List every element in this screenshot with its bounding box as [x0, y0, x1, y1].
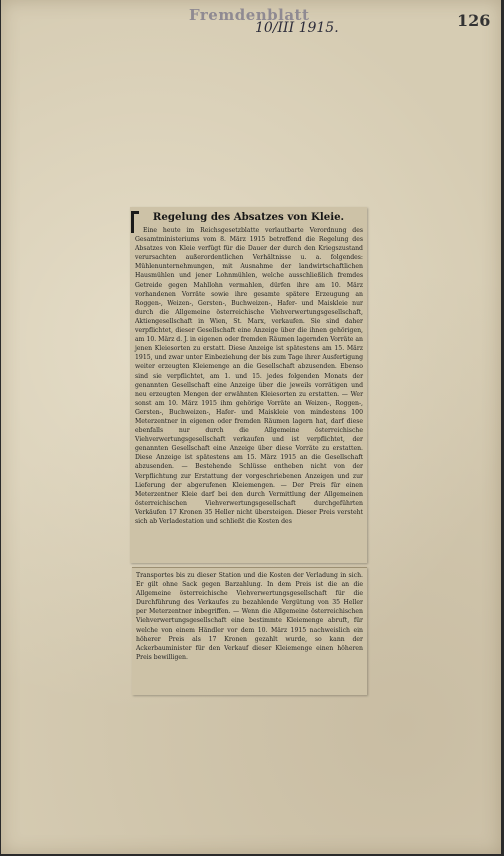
newspaper-clipping-main [130, 207, 367, 563]
page-number: 126 [457, 11, 491, 30]
article-body: Eine heute im Reichsgesetzblatte verlautbarte Verordnung des Gesamtministeriums vom 8. März 1915 betreffend die Regelung des Absatzes von Kleie verfügt für die Dauer der durch den Kriegszustand verursachten außerordentlichen Verhältnisse u. a. folgendes: Mühlenunternehmungen, mit Ausnahme der landwirtschaftlichen Hausmühlen und jener Lohnmühlen, welche ausschließlich fremdes Getreide gegen Mahllohn vermahlen, dürfen ihre am 10. März vorhandenen Vorräte sowie ihre gesamte spätere Erzeugung an Roggen-, Weizen-, Gersten-, Buchweizen-, Hafer- und Maiskleie nur durch die Allgemeine österreichische Viehverwertungsgesellschaft, Aktiengesellschaft in Wien, St. Marx, verkaufen. Sie sind daher verpflichtet, dieser Gesellschaft eine Anzeige über die ihnen gehörigen, am 10. März d. J. in eigenen oder fremden Räumen lagernden Vorräte an jenen Kleiesorten zu erstatt. Diese Anzeige ist spätestens am 15. März 1915, und zwar unter Einbeziehung der bis zum Tage ihrer Ausfertigung weiter erzeugten Kleiemenge an die Gesellschaft abzusenden. Ebenso sind sie verpflichtet, am 1. und 15. jedes folgenden Monats der genannten Gesellschaft eine Anzeige über die jeweils vorrätigen und neu erzeugten Mengen der erwähnten Kleiesorten zu erstatten. — Wer sonst am 10. März 1915 ihm gehörige Vorräte an Weizen-, Roggen-, Gersten-, Buchweizen-, Hafer- und Maiskleie von mindestens 100 Meterzentner in eigenen oder fremden Räumen lagern hat, darf diese ebenfalls nur durch die Allgemeine österreichische Viehverwertungsgesellschaft verkaufen und ist verpflichtet, der genannten Gesellschaft eine Anzeige über diese Vorräte zu erstatten. Diese Anzeige ist spätestens am 15. März 1915 an die Gesellschaft abzusenden. — Bestehende Schlüsse entheben nicht von der Verpflichtung zur Erstattung der vorgeschriebenen Anzeigen und zur Lieferung der abgerufenen Kleiemengen. — Der Preis für einen Meterzentner Kleie darf bei den durch Vermittlung der Allgemeinen österreichischen Viehverwertungsgesellschaft durchgeführten Verkäufen 17 Kronen 35 Heller nicht übersteigen. Dieser Preis versteht sich ab Verladestation und schließt die Kosten des [135, 227, 363, 525]
article-title: Regelung des Absatzes von Kleie. [152, 211, 345, 223]
article-continuation: Transportes bis zu dieser Station und die Kosten der Verladung in sich. Er gilt ohne Sack gegen Barzahlung. In dem Preis ist die an die Allgemeine österreichische Viehverwertungsgesellschaft für die Durchführung des Verkaufes zu bezahlende Vergütung von 35 Heller per Meterzentner inbegriffen. — Wenn die Allgemeine österreichischen Viehverwertungsgesellschaft eine bestimmte Kleiemenge abruft, für welche von einem Händler vor dem 10. März 1915 nachweislich ein höherer Preis als 17 Kronen gezahlt wurde, so kann der Ackerbauminister für den Verkauf dieser Kleiemenge einen höheren Preis bewilligen. [136, 572, 363, 661]
archive-page [1, 0, 501, 854]
newspaper-clipping-continuation [132, 567, 367, 695]
newspaper-name-stamp: Fremdenblatt [189, 6, 310, 24]
handwritten-date: 10/III 1915. [255, 20, 339, 36]
